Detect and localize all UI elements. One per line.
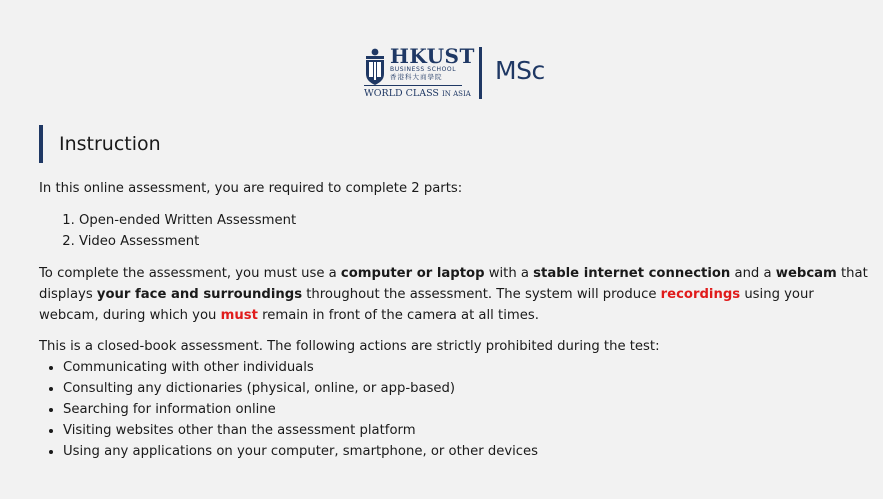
logo-tagline [364, 88, 475, 100]
prohibited-list-item: • Searching for information online [63, 399, 869, 420]
logo-text [364, 44, 475, 100]
intro-text: In this online assessment, you are required to complete 2 parts: [39, 181, 463, 196]
hkust-msc-logo [364, 44, 545, 102]
section-heading [39, 125, 161, 163]
req-text: To complete the assessment, you must use a [39, 266, 341, 281]
logo-chinese-name: 香港科大商學院 [390, 73, 443, 81]
parts-list [39, 210, 869, 252]
logo-tagline-main: WORLD CLASS [364, 88, 439, 99]
logo-business-school: BUSINESS SCHOOL [390, 66, 457, 73]
logo-rule [364, 85, 462, 86]
req-highlight-recordings: recordings [660, 287, 741, 302]
instruction-content [39, 178, 869, 462]
prohibited-intro: This is a closed-book assessment. The following actions are strictly prohibited during the test: [39, 339, 660, 354]
prohibited-list-item: • Visiting websites other than the assessment platform [63, 420, 869, 441]
logo-hkust: HKUST [390, 44, 475, 68]
req-bold-device: computer or laptop [340, 266, 485, 281]
requirements-text [39, 263, 869, 326]
req-text: with a [484, 266, 534, 281]
logo-divider [479, 47, 482, 99]
req-text: using your webcam, during which you [39, 287, 814, 323]
req-text: and a [730, 266, 776, 281]
logo-tagline-small: IN ASIA [441, 90, 471, 98]
parts-list-item: 1. Open-ended Written Assessment [79, 210, 869, 231]
req-bold-face: your face and surroundings [96, 287, 303, 302]
prohibited-list-item: • Using any applications on your computer, smartphone, or other devices [63, 441, 869, 462]
parts-list-item: 2. Video Assessment [79, 231, 869, 252]
prohibited-list [39, 357, 869, 462]
req-highlight-must: must [220, 308, 258, 323]
req-bold-internet: stable internet connection [533, 266, 731, 281]
prohibited-list-item: • Consulting any dictionaries (physical, online, or app-based) [63, 378, 869, 399]
hkust-crest-icon [364, 48, 386, 86]
page-title: Instruction [59, 133, 161, 155]
prohibited-list-item: • Communicating with other individuals [63, 357, 869, 378]
req-text: that displays [39, 266, 868, 302]
req-text: remain in front of the camera at all times. [257, 308, 539, 323]
req-bold-webcam: webcam [775, 266, 837, 281]
req-text: throughout the assessment. The system will produce [302, 287, 661, 302]
logo-program: MSc [495, 56, 545, 85]
